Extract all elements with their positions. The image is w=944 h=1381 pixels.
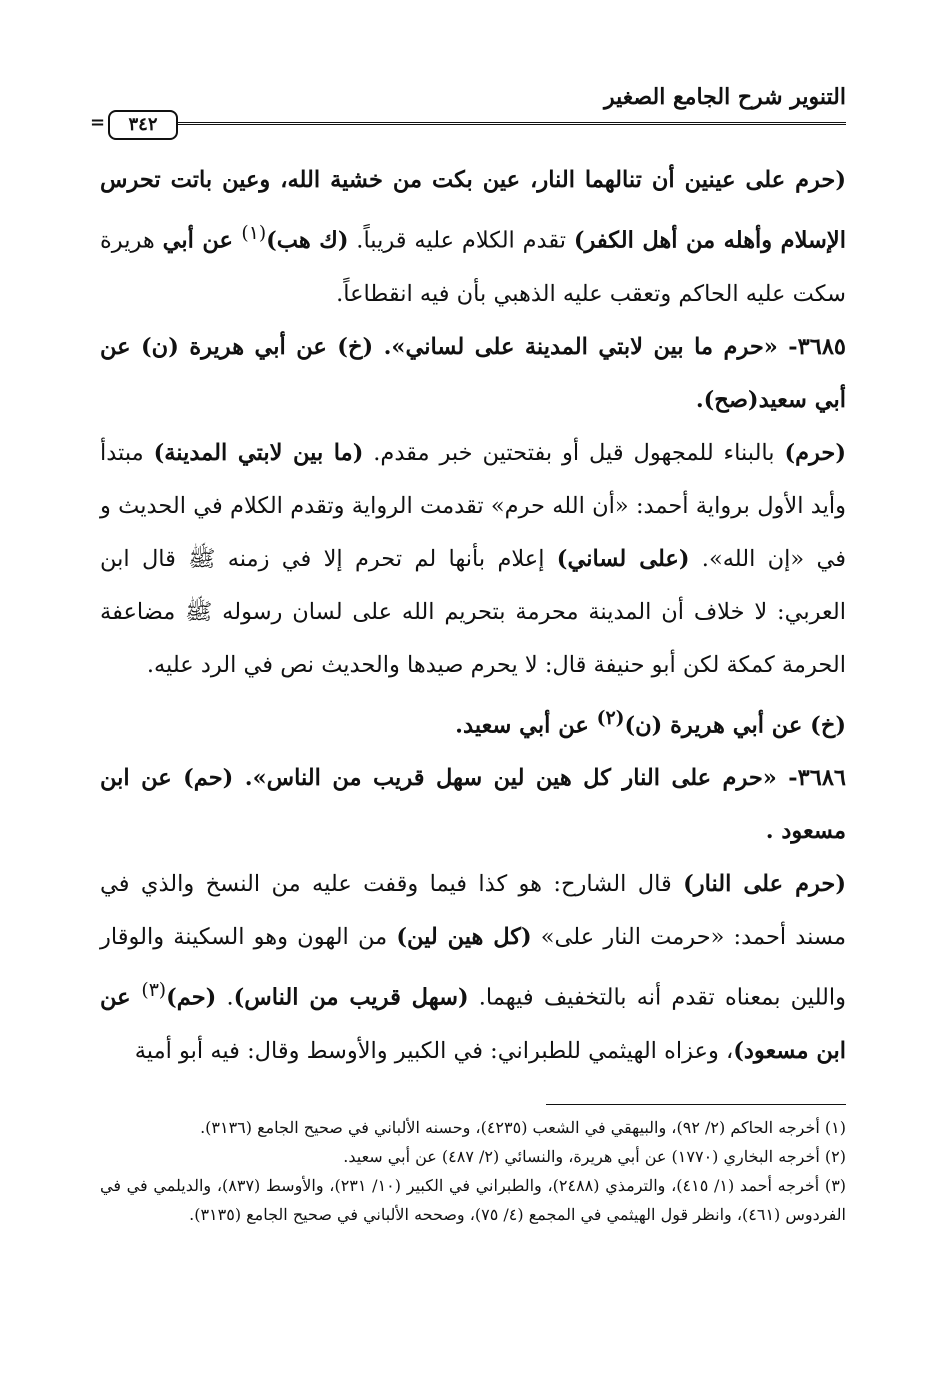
header-rule — [136, 122, 846, 125]
hadith-quote: (حرم على عينين أن تنالهما النار، عين بكت من خشية الله، وعين باتت تحرس الإسلام وأهله من أهل الكفر) — [100, 167, 846, 254]
commentary: مبتدأ وأيد الأول برواية أحمد: «أن الله حرم» تقدمت الرواية وتقدم الكلام في الحديث و في «إن الله». — [100, 439, 846, 572]
header-mark: = — [90, 112, 106, 133]
footnote: (٣) أخرجه أحمد (١/ ٤١٥)، والترمذي (٢٤٨٨)، والطبراني في الكبير (١٠/ ٢٣١)، والأوسط (٨٣٧)، والديلمي في في الفردوس (٤٦١)، وانظر قول الهيثمي في المجمع (٤/ ٧٥)، وصححه الألباني في صحيح الجامع (٣١٣٥). — [100, 1175, 847, 1224]
page — [90, 70, 847, 1229]
hadith-heading: ٣٦٨٥- «حرم ما بين لابتي المدينة على لساني». (خ) عن أبي هريرة (ن) عن أبي سعيد(صح). — [100, 333, 846, 413]
footnotes — [100, 1113, 846, 1229]
narrator: عن أبي سعيد. — [455, 712, 597, 738]
book-title: التنوير شرح الجامع الصغير — [604, 84, 846, 110]
commentary: . — [216, 984, 234, 1011]
paragraph — [100, 858, 846, 1078]
quoted-term: (كل هين لين) — [396, 924, 532, 950]
quoted-term: (سهل قريب من الناس) — [233, 984, 469, 1011]
commentary: ، وعزاه الهيثمي للطبراني: في الكبير والأوسط وقال: فيه أبو أمية — [134, 1037, 734, 1064]
running-header — [90, 70, 846, 154]
paragraph — [100, 154, 846, 321]
commentary: بالبناء للمجهول قيل أو بفتحتين خبر مقدم. — [363, 439, 785, 466]
quoted-term: (حرم) — [784, 439, 846, 466]
page-number: ٣٤٢ — [108, 110, 178, 140]
footnote-rule — [546, 1104, 846, 1105]
narrator: عن ابن مسعود) — [100, 984, 846, 1064]
quoted-term: (ما بين لابتي المدينة) — [153, 439, 364, 466]
hadith-heading: ٣٦٨٦- «حرم على النار كل هين لين سهل قريب من الناس». (حم) عن ابن مسعود . — [100, 765, 846, 844]
commentary: هريرة سكت عليه الحاكم وتعقب عليه الذهبي بأن فيه انقطاعاً. — [100, 227, 846, 307]
footnote-ref: (١) — [241, 223, 267, 244]
commentary: قال الشارح: هو كذا فيما وقفت عليه من النسخ والذي في مسند أحمد: «حرمت النار على» — [100, 871, 846, 950]
source-abbrev: (خ) عن أبي هريرة (ن) — [624, 712, 846, 738]
footnote: (٢) أخرجه البخاري (١٧٧٠) عن أبي هريرة، والنسائي (٢/ ٤٨٧) عن أبي سعيد. — [343, 1146, 846, 1166]
footnote-ref: (٢) — [596, 706, 625, 729]
quoted-term: (على لساني) — [556, 545, 690, 572]
footnote-ref: (٣) — [141, 980, 167, 1001]
paragraph — [100, 427, 846, 692]
source-abbrev: (ك هب) — [266, 227, 349, 254]
commentary: إعلام بأنها لم تحرم إلا في زمنه ﷺ قال ابن العربي: لا خلاف أن المدينة محرمة بتحريم الله على لسان رسوله ﷺ مضاعفة الحرمة كمكة لكن أبو حنيفة قال: لا يحرم صيدها والحديث نص في الرد عليه. — [100, 545, 846, 678]
quoted-term: (حرم على النار) — [683, 871, 846, 897]
paragraph — [100, 692, 846, 753]
commentary: من الهون وهو السكينة والوقار واللين بمعناه تقدم أنه بالتخفيف فيهما. — [100, 924, 847, 1011]
narrator: عن أبي — [162, 227, 242, 254]
main-text — [100, 154, 846, 1078]
commentary: تقدم الكلام عليه قريباً. — [348, 227, 574, 254]
source-abbrev: (حم) — [166, 984, 217, 1011]
footnote: (١) أخرجه الحاكم (٢/ ٩٢)، والبيهقي في الشعب (٤٢٣٥)، وحسنه الألباني في صحيح الجامع (٣١٣٦). — [200, 1117, 846, 1137]
